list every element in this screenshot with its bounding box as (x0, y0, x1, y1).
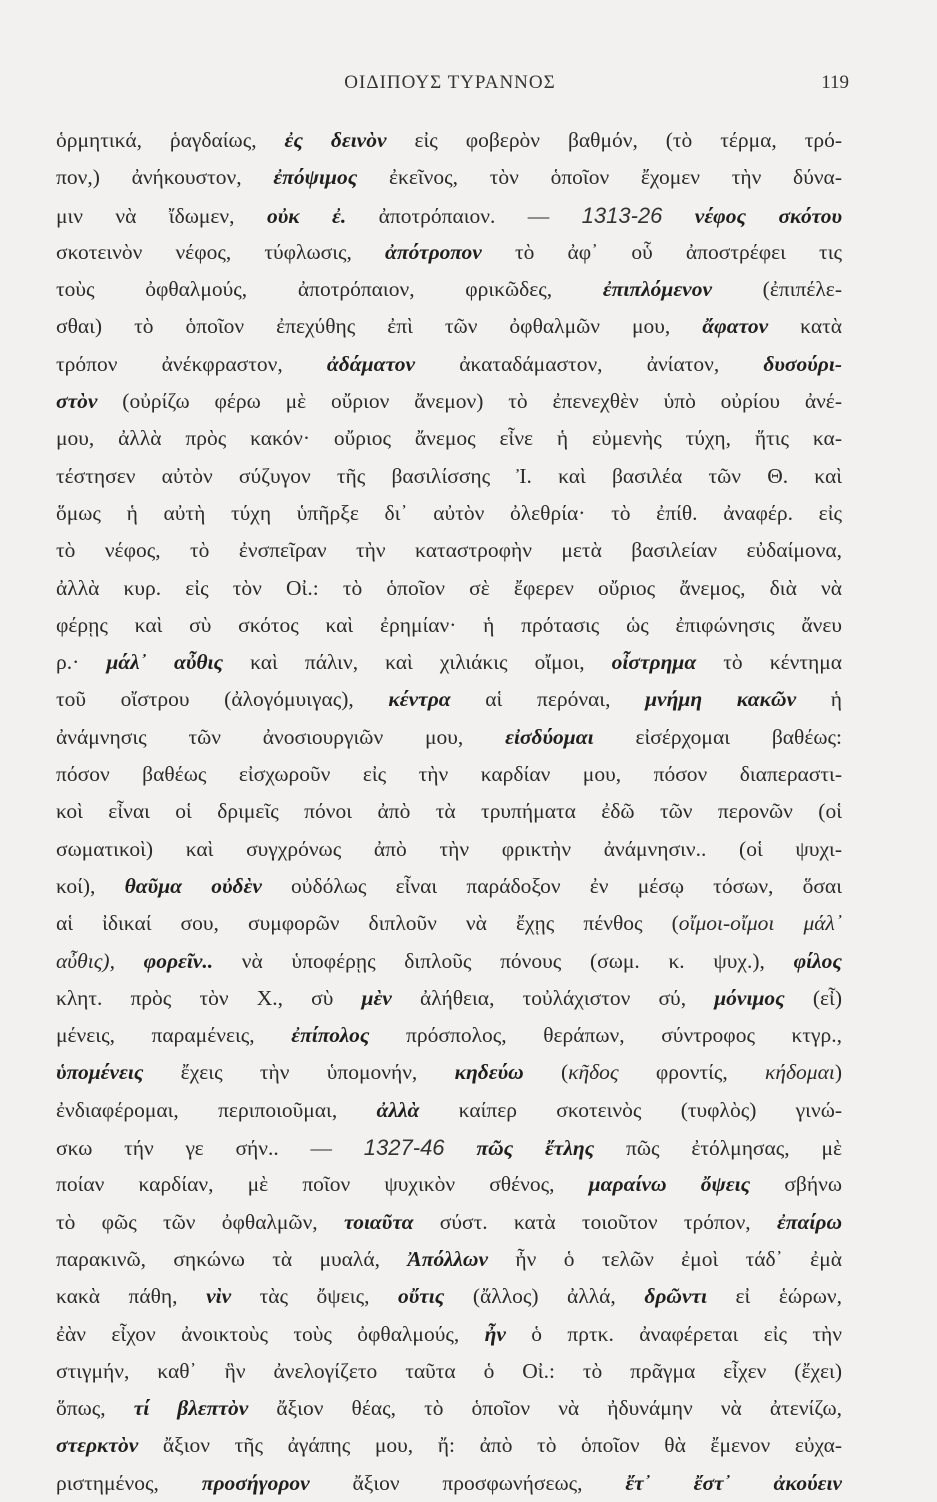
lemma: μνήμη κακῶν (645, 687, 797, 712)
text-line (56, 308, 842, 345)
text-line (56, 495, 842, 532)
gloss-text: σκω τήν γε σήν.. — (56, 1136, 364, 1161)
lemma: νὶν (206, 1284, 232, 1309)
gloss-text: ἀλήθεια, τοὐλάχιστον σύ, (391, 985, 715, 1010)
gloss-text: τὸ νέφος, τὸ ἐνσπεῖραν τὴν καταστροφὴν μετὰ βασιλείαν εὐδαίμονα, (56, 538, 842, 563)
lemma: Ἀπόλλων (407, 1246, 488, 1271)
italic-gloss: κήδομαι (765, 1060, 835, 1085)
gloss-text: στιγμήν, καθ᾽ ἣν ἀνελογίζετο ταῦτα ὁ Οἰ.: τὸ πρᾶγμα εἶχεν (ἔχει) (56, 1358, 842, 1383)
gloss-text: αἱ περόναι, (450, 687, 646, 712)
text-line (56, 1166, 842, 1203)
text-line (56, 1316, 842, 1353)
gloss-text: μένεις, παραμένεις, (56, 1023, 292, 1048)
lemma: ἐπαίρω (776, 1209, 842, 1234)
text-line (56, 607, 842, 644)
verse-range: 1313-26 (581, 202, 663, 228)
running-header (0, 72, 937, 102)
gloss-text: ἄξιον τῆς ἀγάπης μου, ἤ: ἀπὸ τὸ ὁποῖον θὰ ἔμενον εὐχα- (138, 1433, 842, 1458)
lemma: μάλ᾽ αὖθις (106, 650, 224, 675)
lemma: ἐπόψιμος (273, 165, 358, 190)
lemma: δρῶντι (644, 1284, 708, 1309)
gloss-text: εἰσέρχομαι βαθέως: (593, 724, 842, 749)
gloss-text: παρακινῶ, σηκώνω τὰ μυαλά, (56, 1246, 408, 1271)
gloss-text: τοῦ οἴστρου (ἀλογόμυιγας), (56, 687, 389, 712)
text-line (56, 793, 842, 830)
gloss-text: ἄξιον θέας, τὸ ὁποῖον νὰ ἠδυνάμην νὰ ἀτενίζω, (248, 1396, 842, 1421)
text-line (56, 420, 842, 457)
gloss-text: πρόσπολος, θεράπων, σύντροφος κτγρ., (369, 1023, 842, 1048)
text-line (56, 905, 842, 942)
lemma: κέντρα (388, 687, 451, 712)
page-number: 119 (821, 72, 849, 93)
gloss-text: κακὰ πάθη, (56, 1284, 207, 1309)
lemma: ἐς δεινὸν (284, 128, 387, 152)
italic-gloss: οἴμοι-οἴμοι μάλ᾽ (678, 911, 842, 936)
text-line (56, 719, 842, 756)
gloss-text: ριστημένος, (56, 1470, 202, 1495)
gloss-text: τὰς ὄψεις, (231, 1284, 398, 1309)
text-line (56, 943, 842, 980)
text-line (56, 980, 842, 1017)
gloss-text: ἀκαταδάμαστον, ἀνίατον, (415, 351, 764, 376)
text-line (56, 159, 842, 196)
gloss-text: καίπερ σκοτεινὸς (τυφλὸς) γινώ- (419, 1097, 842, 1122)
gloss-text: φέρῃς καὶ σὺ σκότος καὶ ἐρημίαν· ἡ πρότασις ὡς ἐπιφώνησις ἄνευ (56, 612, 842, 637)
gloss-text: ἔχεις τὴν ὑπομονήν, (143, 1060, 455, 1085)
gloss-text: ἐκεῖνος, τὸν ὁποῖον ἔχομεν τὴν δύνα- (357, 165, 842, 190)
lemma: νέφος σκότου (694, 203, 842, 228)
lemma: τοιαῦτα (343, 1209, 414, 1234)
gloss-text: πῶς ἐτόλμησας, μὲ (594, 1136, 842, 1161)
lemma: στὸν (56, 389, 98, 414)
gloss-text: ρ.· (56, 650, 107, 675)
running-title: ΟΙΔΙΠΟΥΣ ΤΥΡΑΝΝΟΣ (344, 72, 556, 93)
gloss-text: ἄξιον προσφωνήσεως, (309, 1470, 626, 1495)
text-line (56, 1092, 842, 1129)
text-line (56, 868, 842, 905)
gloss-text: ἡ (796, 687, 842, 712)
gloss-text: τὸ κέντημα (696, 650, 842, 675)
lemma: ἦν (484, 1321, 506, 1346)
gloss-text: τὸ φῶς τῶν ὀφθαλμῶν, (56, 1209, 344, 1234)
lemma: μὲν (361, 985, 392, 1010)
text-line (56, 234, 842, 271)
text-line (56, 644, 842, 681)
text-line (56, 383, 842, 420)
gloss-text: αἱ ἰδικαί σου, συμφορῶν διπλοῦν νὰ ἔχῃς πένθος ( (56, 911, 679, 936)
gloss-text: (ἄλλος) ἀλλά, (444, 1284, 645, 1309)
lemma: ἐπιπλόμενον (602, 277, 713, 302)
text-line (56, 756, 842, 793)
lemma: οὐκ ἐ. (266, 203, 347, 228)
gloss-text: σθαι) τὸ ὁποῖον ἐπεχύθης ἐπὶ τῶν ὀφθαλμῶν μου, (56, 314, 703, 339)
text-line (56, 1204, 842, 1241)
gloss-text: πον,) ἀνήκουστον, (56, 165, 274, 190)
gloss-text: οὐδόλως εἶναι παράδοξον ἐν μέσῳ τόσων, ὅσαι (261, 873, 842, 898)
text-line (56, 1353, 842, 1390)
lemma: ἀλλὰ (376, 1097, 420, 1122)
gloss-text (662, 204, 694, 228)
text-line (56, 1427, 842, 1464)
gloss-text: εἰ ἑώρων, (707, 1284, 842, 1309)
lemma: φορεῖν.. (143, 948, 214, 973)
text-line (56, 1390, 842, 1427)
lemma: ὑπομένεις (56, 1060, 144, 1085)
gloss-text: καὶ πάλιν, καὶ χιλιάκις οἴμοι, (223, 650, 612, 675)
text-line (56, 1278, 842, 1315)
gloss-text: τοὺς ὀφθαλμούς, ἀποτρόπαιον, φρικῶδες, (56, 277, 603, 302)
gloss-text: εἰς φοβερὸν βαθμόν, (τὸ τέρμα, τρό- (386, 128, 842, 152)
gloss-text: μιν νὰ ἴδωμεν, (56, 203, 267, 228)
text-line (56, 1241, 842, 1278)
lemma: ἐπίπολος (291, 1023, 370, 1048)
commentary-text (56, 122, 842, 1502)
text-line (56, 197, 842, 234)
gloss-text: κοὶ εἶναι οἱ δριμεῖς πόνοι ἀπὸ τὰ τρυπήματα ἐδῶ τῶν περονῶν (οἱ (56, 799, 842, 824)
gloss-text: ἀποτρόπαιον. — (346, 203, 582, 228)
gloss-text: ὁ πρτκ. ἀναφέρεται εἰς τὴν (505, 1321, 842, 1346)
gloss-text: ποίαν καρδίαν, μὲ ποῖον ψυχικὸν σθένος, (56, 1172, 589, 1197)
text-line (56, 1017, 842, 1054)
gloss-text: ὁρμητικά, ῥαγδαίως, (56, 128, 285, 152)
lemma: κηδεύω (454, 1060, 524, 1085)
lemma: φίλος (793, 948, 842, 973)
lemma: ἀδάματον (326, 351, 416, 376)
gloss-text: ἦν ὁ τελῶν ἐμοὶ τάδ᾽ ἐμὰ (488, 1246, 842, 1271)
gloss-text: ὅπως, (56, 1396, 134, 1421)
gloss-text: ἐνδιαφέρομαι, περιποιοῦμαι, (56, 1097, 377, 1122)
lemma: οἶστρημα (611, 650, 697, 675)
lemma: στερκτὸν (56, 1433, 139, 1458)
gloss-text: ἀνάμνησις τῶν ἀνοσιουργιῶν μου, (56, 724, 506, 749)
lemma: οὔτις (397, 1284, 445, 1309)
lemma: ἔτ᾽ ἔστ᾽ ἀκούειν (625, 1470, 842, 1495)
text-line (56, 1129, 842, 1166)
gloss-text: τέστησεν αὐτὸν σύζυγον τῆς βασιλίσσης Ἰ. καὶ βασιλέα τῶν Θ. καὶ (56, 463, 842, 488)
gloss-text: ) (834, 1060, 842, 1085)
lemma: εἰσδύομαι (505, 724, 594, 749)
text-line (56, 831, 842, 868)
text-line (56, 122, 842, 159)
text-line (56, 458, 842, 495)
lemma: πῶς ἔτλης (476, 1136, 595, 1161)
gloss-text: (οὐρίζω φέρω μὲ οὔριον ἄνεμον) τὸ ἐπενεχθὲν ὑπὸ οὐρίου ἀνέ- (97, 389, 842, 414)
gloss-text: κλητ. πρὸς τὸν Χ., σὺ (56, 985, 362, 1010)
gloss-text: σωματικοὶ) καὶ συγχρόνως ἀπὸ τὴν φρικτὴν ἀνάμνησιν.. (οἱ ψυχι- (56, 836, 842, 861)
text-line (56, 271, 842, 308)
gloss-text: τὸ ἀφ᾽ οὗ ἀποστρέφει τις (481, 239, 842, 264)
verse-range: 1327-46 (363, 1135, 445, 1161)
gloss-text: φροντίς, (618, 1060, 766, 1085)
text-line (56, 1054, 842, 1091)
gloss-text: μου, ἀλλὰ πρὸς κακόν· οὔριος ἄνεμος εἶνε ἡ εὐμενὴς τύχη, ἥτις κα- (56, 426, 842, 451)
gloss-text: σβήνω (750, 1172, 842, 1197)
lemma: μαραίνω ὄψεις (588, 1172, 751, 1197)
italic-gloss: κῆδος (568, 1060, 619, 1085)
gloss-text: ( (523, 1060, 569, 1085)
gloss-text: σκοτεινὸν νέφος, τύφλωσις, (56, 239, 385, 264)
text-line (56, 1465, 842, 1502)
text-line (56, 681, 842, 718)
gloss-text: πόσον βαθέως εἰσχωροῦν εἰς τὴν καρδίαν μου, πόσον διαπεραστι- (56, 762, 842, 787)
gloss-text: νὰ ὑποφέρῃς διπλοῦς πόνους (σωμ. κ. ψυχ.), (213, 948, 794, 973)
text-line (56, 346, 842, 383)
lemma: μόνιμος (714, 985, 785, 1010)
gloss-text: (εἶ) (784, 985, 842, 1010)
gloss-text: ἀλλὰ κυρ. εἰς τὸν Οἰ.: τὸ ὁποῖον σὲ ἔφερεν οὔριος ἄνεμος, διὰ νὰ (56, 575, 842, 600)
gloss-text: κατὰ (768, 314, 842, 339)
gloss-text: ἐὰν εἶχον ἀνοικτοὺς τοὺς ὀφθαλμούς, (56, 1321, 485, 1346)
lemma: ἀπότροπον (384, 239, 482, 264)
italic-gloss: αὖθις), (56, 948, 144, 973)
lemma: ἄφατον (702, 314, 769, 339)
gloss-text: κοί), (56, 873, 125, 898)
lemma: προσήγορον (201, 1470, 310, 1495)
gloss-text: σύστ. κατὰ τοιοῦτον τρόπον, (413, 1209, 777, 1234)
lemma: δυσούρι- (763, 351, 842, 376)
lemma: τί βλεπτὸν (133, 1396, 249, 1421)
gloss-text (445, 1136, 477, 1160)
gloss-text: ὅμως ἡ αὐτὴ τύχη ὑπῆρξε δι᾽ αὐτὸν ὀλεθρία· τὸ ἐπίθ. ἀναφέρ. εἰς (56, 500, 842, 525)
lemma: θαῦμα οὐδὲν (124, 873, 262, 898)
gloss-text: (ἐπιπέλε- (712, 277, 842, 302)
text-line (56, 570, 842, 607)
text-line (56, 532, 842, 569)
gloss-text: τρόπον ἀνέκφραστον, (56, 351, 327, 376)
